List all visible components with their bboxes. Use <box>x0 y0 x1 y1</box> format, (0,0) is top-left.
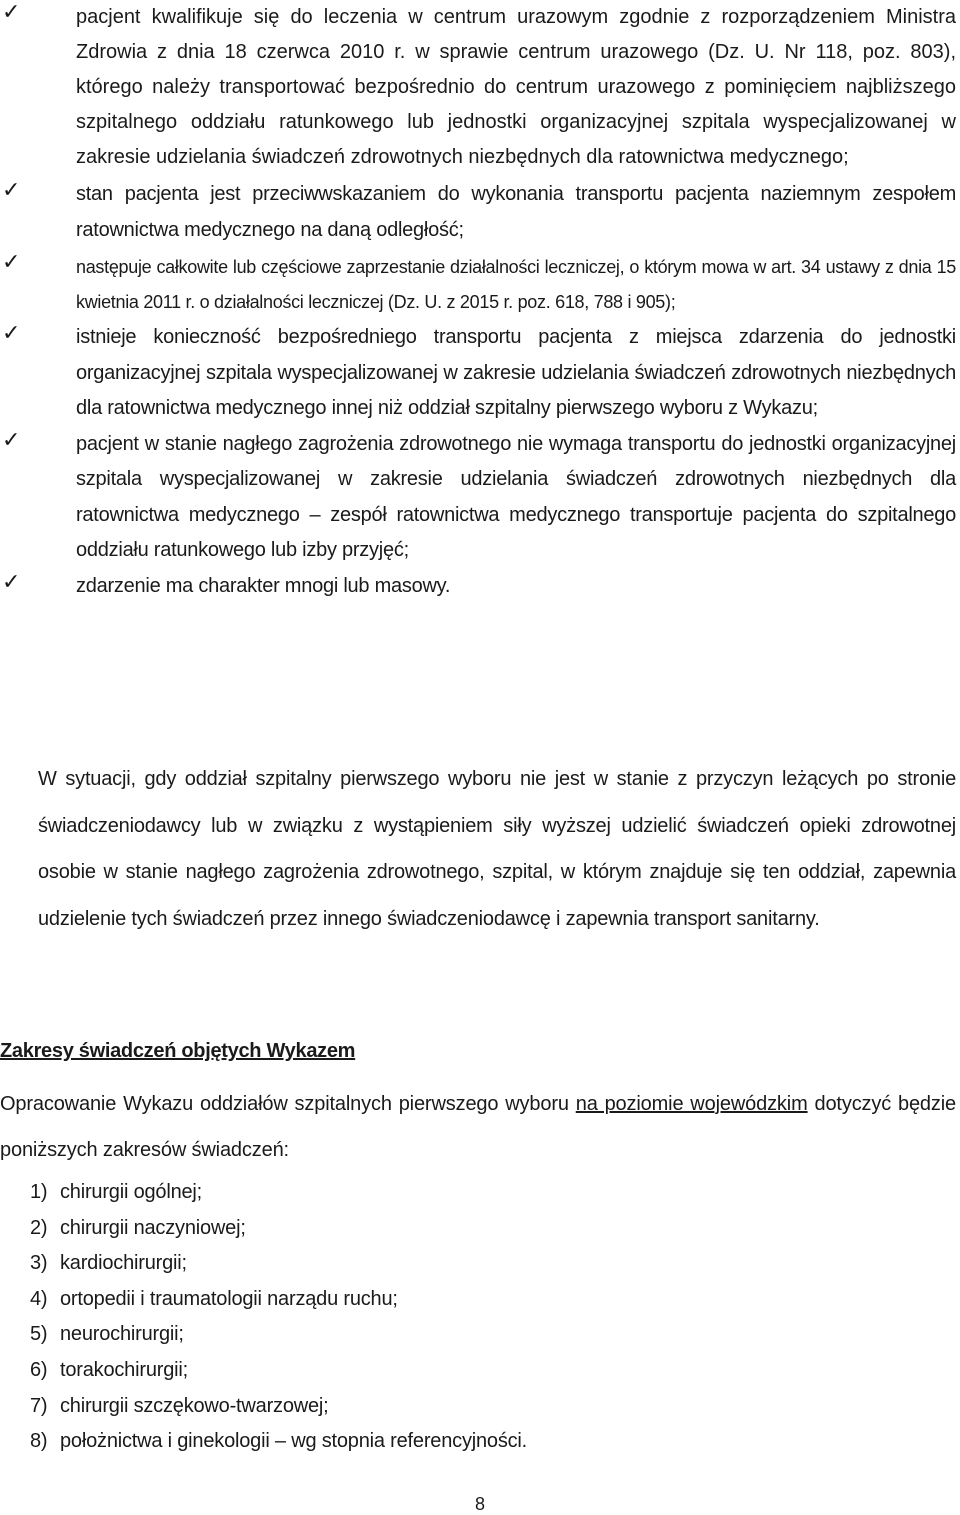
body-paragraph: W sytuacji, gdy oddział szpitalny pierwszego wyboru nie jest w stanie z przyczyn leżących po stronie świadczeniodawcy lub w związku z wystąpieniem siły wyższej udzielić świadczeń opieki zdrowotnej osobie w stanie nagłego zagrożenia zdrowotnego, szpital, w którym znajduje się ten oddział, zapewnia udzielenie tych świadczeń przez innego świadczeniodawcę i zapewnia transport sanitarny. <box>38 768 956 930</box>
checkmark-icon: ✓ <box>2 0 21 25</box>
list-item <box>0 569 960 605</box>
list-item-text: neurochirurgii; <box>60 1323 184 1346</box>
checkmark-icon: ✓ <box>2 427 21 453</box>
list-item-number: 8) <box>30 1430 48 1453</box>
checkmark-icon: ✓ <box>2 569 21 595</box>
list-item <box>0 1424 527 1460</box>
list-item-number: 3) <box>30 1252 48 1275</box>
list-item-number: 1) <box>30 1181 48 1203</box>
list-item-text: chirurgii naczyniowej; <box>60 1216 246 1239</box>
checkmark-icon: ✓ <box>2 321 21 346</box>
list-item-text: następuje całkowite lub częściowe zaprzestanie działalności leczniczej, o którym mowa w art. 34 ustawy z dnia 15 kwietnia 2011 r. o działalności leczniczej (Dz. U. z 2015 r. poz. 618, 788 i 905); <box>76 257 956 312</box>
checkmark-icon: ✓ <box>2 178 21 203</box>
list-item <box>0 177 960 248</box>
list-item-text: zdarzenie ma charakter mnogi lub masowy. <box>76 574 451 597</box>
list-item <box>0 1389 527 1425</box>
list-item-number: 7) <box>30 1394 48 1417</box>
list-item-text: chirurgii ogólnej; <box>60 1181 203 1203</box>
list-item <box>0 1246 527 1282</box>
list-item-number: 6) <box>30 1358 48 1381</box>
intro-underlined-text: na poziomie wojewódzkim <box>575 1093 808 1115</box>
list-item-text: położnictwa i ginekologii – wg stopnia referencyjności. <box>60 1430 528 1453</box>
list-item-number: 4) <box>30 1287 48 1310</box>
list-item <box>0 1211 527 1247</box>
list-item <box>0 1175 527 1211</box>
list-item-text: chirurgii szczękowo-twarzowej; <box>60 1394 329 1417</box>
list-item-text: pacjent w stanie nagłego zagrożenia zdrowotnego nie wymaga transportu do jednostki organizacyjnej szpitala wyspecjalizowanej w zakresie udzielania świadczeń zdrowotnych niezbędnych dla ratownictwa medycznego – zespół ratownictwa medycznego transportuje pacjenta do szpitalnego oddziału ratunkowego lub izby przyjęć; <box>76 432 956 561</box>
list-item-text: torakochirurgii; <box>60 1358 188 1381</box>
list-item <box>0 1353 527 1389</box>
intro-text-start: Opracowanie Wykazu oddziałów szpitalnych pierwszego wyboru <box>0 1093 576 1115</box>
section-intro <box>0 1081 956 1173</box>
list-item <box>0 250 960 320</box>
list-item <box>0 320 960 427</box>
list-item <box>0 1317 527 1353</box>
list-item-number: 5) <box>30 1323 48 1346</box>
checkmark-icon: ✓ <box>2 250 21 275</box>
list-item-number: 2) <box>30 1216 48 1239</box>
section-heading: Zakresy świadczeń objętych Wykazem <box>0 1040 356 1062</box>
list-item <box>0 427 960 569</box>
list-item <box>0 1282 527 1318</box>
page-number: 8 <box>474 1494 485 1514</box>
list-item-text: stan pacjenta jest przeciwwskazaniem do wykonania transportu pacjenta naziemnym zespołem ratownictwa medycznego na daną odległość; <box>76 183 956 241</box>
list-item-text: pacjent kwalifikuje się do leczenia w centrum urazowym zgodnie z rozporządzeniem Ministra Zdrowia z dnia 18 czerwca 2010 r. w sprawie centrum urazowego (Dz. U. Nr 118, poz. 803), którego należy transportować bezpośrednio do centrum urazowego z pominięciem najbliższego szpitalnego oddziału ratunkowego lub jednostki organizacyjnej szpitala wyspecjalizowanej w zakresie udzielania świadczeń zdrowotnych niezbędnych dla ratownictwa medycznego; <box>76 6 956 168</box>
list-item <box>0 0 960 175</box>
list-item-text: kardiochirurgii; <box>60 1252 187 1275</box>
list-item-text: istnieje konieczność bezpośredniego transportu pacjenta z miejsca zdarzenia do jednostki organizacyjnej szpitala wyspecjalizowanej w zakresie udzielania świadczeń zdrowotnych niezbędnych dla ratownictwa medycznego innej niż oddział szpitalny pierwszego wyboru z Wykazu; <box>76 326 956 419</box>
intro-text-end: dotyczyć będzie poniższych zakresów świadczeń: <box>0 1093 957 1161</box>
scope-list <box>0 1175 527 1460</box>
criteria-checklist <box>0 0 960 604</box>
list-item-text: ortopedii i traumatologii narządu ruchu; <box>60 1287 398 1310</box>
